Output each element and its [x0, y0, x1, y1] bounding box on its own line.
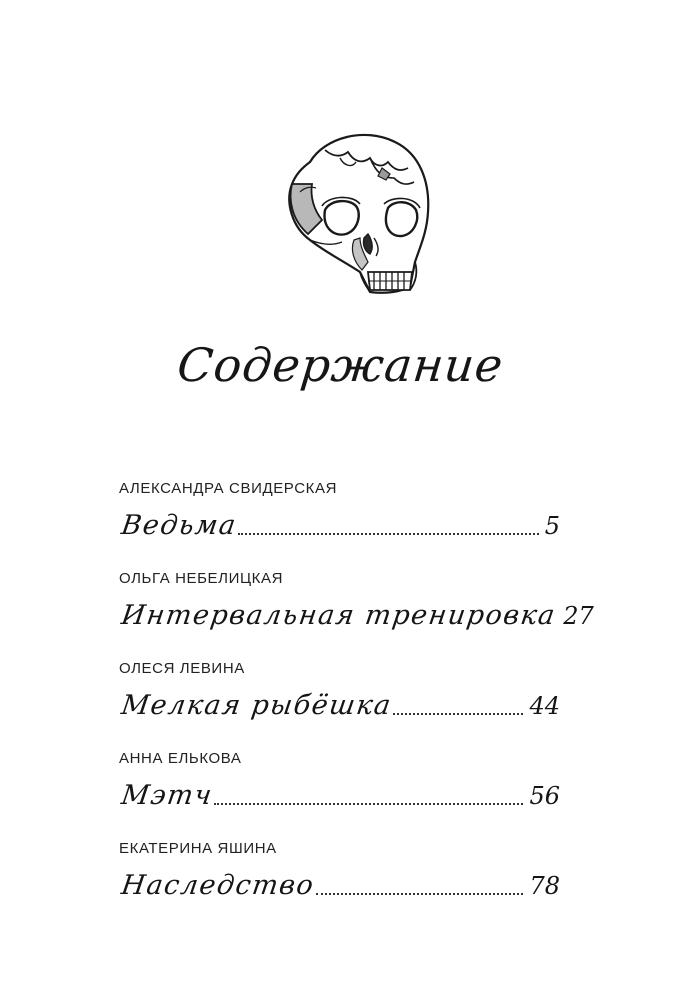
toc-entry — [119, 568, 594, 658]
toc-story-title: Мелкая рыбёшка — [119, 690, 394, 721]
toc-page-number: 5 — [544, 512, 560, 540]
toc-page-number: 56 — [529, 782, 560, 810]
toc-story-title: Мэтч — [119, 780, 215, 811]
toc-author: ОЛЬГА НЕБЕЛИЦКАЯ — [119, 570, 284, 587]
toc-page-number: 27 — [563, 602, 594, 630]
toc-page-number: 78 — [529, 872, 560, 900]
toc-author: АЛЕКСАНДРА СВИДЕРСКАЯ — [119, 480, 338, 497]
page-title: Содержание — [174, 338, 507, 392]
toc-line[interactable] — [119, 500, 560, 544]
table-of-contents — [119, 478, 594, 928]
toc-author: ОЛЕСЯ ЛЕВИНА — [119, 660, 245, 677]
toc-line[interactable] — [119, 770, 560, 814]
toc-author: АННА ЕЛЬКОВА — [119, 750, 242, 767]
toc-entry — [119, 658, 560, 748]
toc-story-title: Наследство — [119, 870, 317, 901]
toc-author: ЕКАТЕРИНА ЯШИНА — [119, 840, 277, 857]
toc-leader-dots — [214, 802, 523, 805]
toc-page-number: 44 — [529, 692, 560, 720]
toc-entry — [119, 748, 560, 838]
skull-icon — [270, 122, 440, 300]
toc-story-title: Ведьма — [119, 510, 239, 541]
toc-line[interactable] — [119, 590, 594, 634]
toc-entry — [119, 478, 560, 568]
toc-leader-dots — [316, 892, 524, 895]
toc-leader-dots — [238, 532, 539, 535]
toc-line[interactable] — [119, 680, 560, 724]
toc-leader-dots — [393, 712, 523, 715]
toc-line[interactable] — [119, 860, 560, 904]
toc-story-title: Интервальная тренировка — [119, 600, 559, 631]
toc-entry — [119, 838, 560, 928]
